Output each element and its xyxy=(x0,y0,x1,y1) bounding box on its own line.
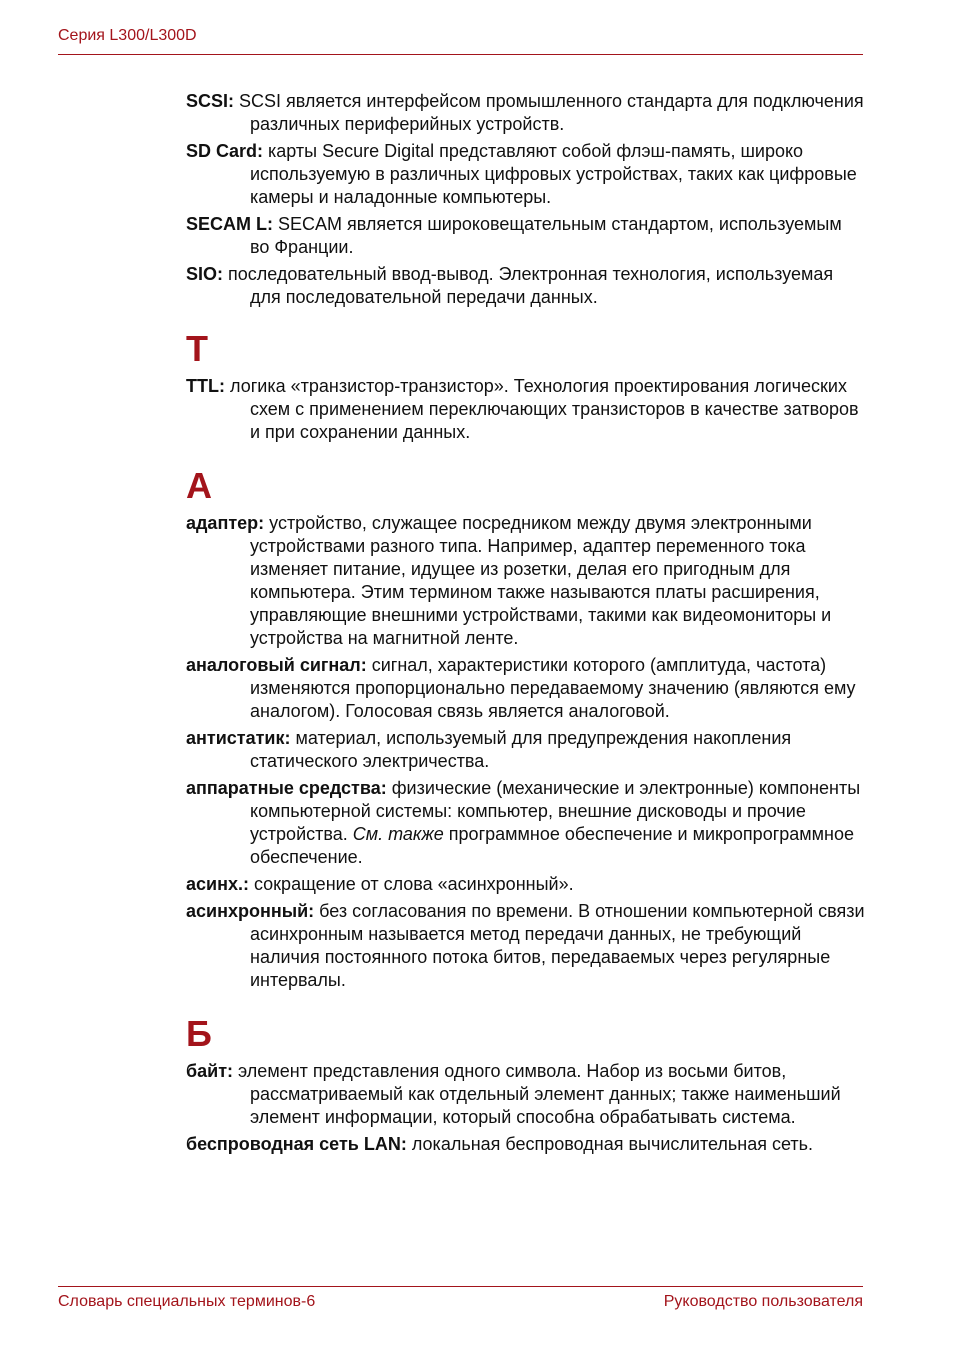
page-header-title: Серия L300/L300D xyxy=(58,27,197,44)
glossary-term: SD Card: xyxy=(186,141,264,161)
glossary-definition: SCSI является интерфейсом промышленного стандарта для подключения различных периферийных устройств. xyxy=(234,91,864,134)
glossary-definition: сокращение от слова «асинхронный». xyxy=(248,874,574,894)
glossary-definition: элемент представления одного символа. Набор из восьми битов, рассматриваемый как отдельный элемент данных; также наименьший элемент информации, который способна обрабатывать система. xyxy=(233,1061,841,1127)
see-also-label: См. также xyxy=(352,824,444,844)
glossary-content xyxy=(186,90,866,1160)
glossary-term: байт: xyxy=(186,1061,234,1081)
glossary-entry xyxy=(186,900,866,992)
glossary-term: аналоговый сигнал: xyxy=(186,655,367,675)
glossary-section-a xyxy=(186,466,866,992)
glossary-definition: SECAM является широковещательным стандартом, используемым во Франции. xyxy=(250,214,842,257)
glossary-entry xyxy=(186,375,866,444)
glossary-term: антистатик: xyxy=(186,728,291,748)
footer-rule xyxy=(58,1286,863,1287)
glossary-entry xyxy=(186,140,866,209)
section-letter: T xyxy=(186,328,208,369)
glossary-entry xyxy=(186,727,866,773)
header-rule xyxy=(58,54,863,55)
glossary-section-b xyxy=(186,1014,866,1156)
section-letter: А xyxy=(186,465,212,506)
glossary-definition: логика «транзистор-транзистор». Технология проектирования логических схем с применением переключающих транзисторов в качестве затворов и при сохранении данных. xyxy=(224,376,859,442)
glossary-term: асинх.: xyxy=(186,874,249,894)
glossary-definition: локальная беспроводная вычислительная сеть. xyxy=(406,1134,814,1154)
glossary-definition: сигнал, характеристики которого (амплитуда, частота) изменяются пропорционально передаваемому значению (являются ему аналогом). Голосовая связь является аналоговой. xyxy=(250,655,856,721)
glossary-section-t xyxy=(186,329,866,444)
glossary-definition: физические (механические и электронные) компоненты компьютерной системы: компьютер, внешние дисководы и прочие устройства. xyxy=(250,778,861,844)
glossary-term: асинхронный: xyxy=(186,901,315,921)
footer-page-label: Словарь специальных терминов-6 xyxy=(58,1293,316,1310)
glossary-entry xyxy=(186,263,866,309)
glossary-term: SIO: xyxy=(186,264,224,284)
glossary-definition: материал, используемый для предупреждения накопления статического электричества. xyxy=(250,728,792,771)
glossary-entry xyxy=(186,512,866,650)
glossary-entry xyxy=(186,654,866,723)
glossary-definition: без согласования по времени. В отношении компьютерной связи асинхронным называется метод передачи данных, не требующий наличия постоянного потока битов, передаваемых через регулярные интервалы. xyxy=(250,901,865,990)
glossary-definition: последовательный ввод-вывод. Электронная технология, используемая для последовательной передачи данных. xyxy=(223,264,834,307)
glossary-entry xyxy=(186,213,866,259)
glossary-section-s xyxy=(186,90,866,309)
glossary-term: адаптер: xyxy=(186,513,265,533)
glossary-definition: устройство, служащее посредником между двумя электронными устройствами разного типа. Например, адаптер переменного тока изменяет питание, идущее из розетки, делая его пригодным для компьютера. Этим термином также называются платы расширения, управляющие внешними устройствами, такими как видеомониторы и устройства на магнитной ленте. xyxy=(250,513,832,648)
glossary-entry xyxy=(186,777,866,869)
glossary-term: SCSI: xyxy=(186,91,235,111)
glossary-entry xyxy=(186,873,866,896)
glossary-term: аппаратные средства: xyxy=(186,778,387,798)
glossary-entry xyxy=(186,90,866,136)
glossary-term: SECAM L: xyxy=(186,214,273,234)
glossary-term: TTL: xyxy=(186,376,225,396)
footer-manual-title: Руководство пользователя xyxy=(663,1293,863,1310)
glossary-definition: карты Secure Digital представляют собой флэш-память, широко используемую в различных цифровых устройствах, таких как цифровые камеры и наладонные компьютеры. xyxy=(250,141,857,207)
section-letter: Б xyxy=(186,1013,212,1054)
glossary-definition-continued: программное обеспечение и микропрограммное обеспечение. xyxy=(250,824,854,867)
glossary-entry xyxy=(186,1060,866,1129)
glossary-entry xyxy=(186,1133,866,1156)
glossary-term: беспроводная сеть LAN: xyxy=(186,1134,407,1154)
